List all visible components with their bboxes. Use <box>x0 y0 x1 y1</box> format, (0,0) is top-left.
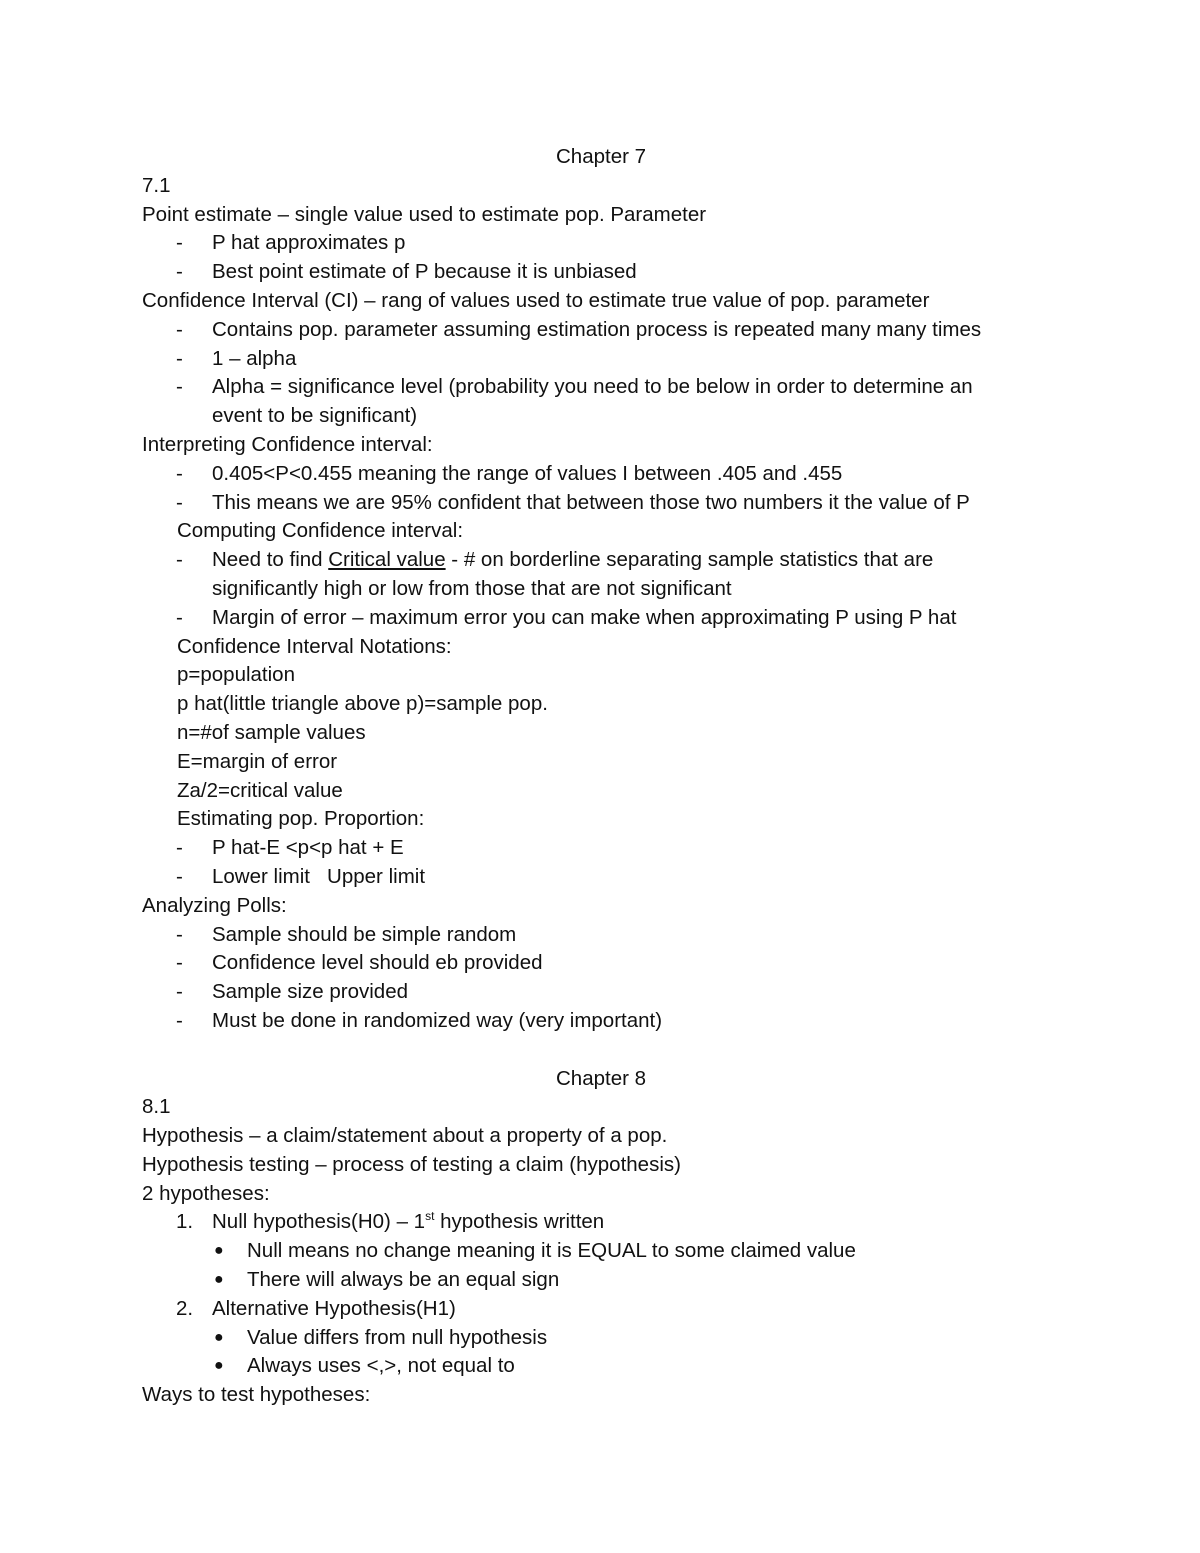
estimating-heading: Estimating pop. Proportion: <box>177 807 425 831</box>
bullet-item: ● There will always be an equal sign <box>142 1266 1042 1295</box>
point-estimate-definition: Point estimate – single value used to estimate pop. Parameter <box>142 202 707 226</box>
notation-line: Za/2=critical value <box>177 778 343 802</box>
ways-heading: Ways to test hypotheses: <box>142 1383 371 1407</box>
blank-line <box>142 1036 1042 1065</box>
document-body <box>142 143 1042 1410</box>
notation-line: n=#of sample values <box>177 720 366 744</box>
list-item: - Best point estimate of P because it is unbiased <box>142 258 1042 287</box>
dash-marker: - <box>176 951 183 975</box>
bullet-marker: ● <box>214 1357 224 1375</box>
list-item: - P hat approximates p <box>142 229 1042 258</box>
dash-marker: - <box>176 375 183 399</box>
number-marker: 1. <box>176 1210 194 1234</box>
bullet-marker: ● <box>214 1328 224 1346</box>
interpreting-heading: Interpreting Confidence interval: <box>142 432 433 456</box>
two-hypotheses-heading: 2 hypotheses: <box>142 1181 270 1205</box>
dash-marker: - <box>176 346 183 370</box>
list-item: - This means we are 95% confident that between those two numbers it the value of P <box>142 489 1042 518</box>
bullet-marker: ● <box>214 1242 224 1260</box>
dash-marker: - <box>176 1008 183 1032</box>
list-item: - Sample should be simple random <box>142 921 1042 950</box>
chapter-8-title: Chapter 8 <box>555 1066 647 1090</box>
list-item: - Must be done in randomized way (very important) <box>142 1007 1042 1036</box>
section-8-1: 8.1 <box>142 1095 171 1119</box>
bullet-item: ● Null means no change meaning it is EQUAL to some claimed value <box>142 1237 1042 1266</box>
list-item: - Sample size provided <box>142 978 1042 1007</box>
numbered-item: 2. Alternative Hypothesis(H1) <box>142 1295 1042 1324</box>
notations-heading: Confidence Interval Notations: <box>177 634 452 658</box>
dash-marker: - <box>176 317 183 341</box>
bullet-item: ● Always uses <,>, not equal to <box>142 1352 1042 1381</box>
dash-marker: - <box>176 922 183 946</box>
dash-marker: - <box>176 605 183 629</box>
dash-marker: - <box>176 548 183 572</box>
list-item: - Confidence level should eb provided <box>142 949 1042 978</box>
polls-heading: Analyzing Polls: <box>142 893 287 917</box>
list-item: - Alpha = significance level (probability you need to be below in order to determine an <box>142 373 1042 402</box>
dash-marker: - <box>176 836 183 860</box>
numbered-item: 1. Null hypothesis(H0) – 1st hypothesis written <box>142 1208 1042 1237</box>
dash-marker: - <box>176 231 183 255</box>
list-item: - Need to find Critical value - # on borderline separating sample statistics that are <box>142 546 1042 575</box>
list-item-continuation: event to be significant) <box>212 404 418 428</box>
hypothesis-definition: Hypothesis – a claim/statement about a property of a pop. <box>142 1124 668 1148</box>
list-item: - 0.405<P<0.455 meaning the range of values I between .405 and .455 <box>142 460 1042 489</box>
dash-marker: - <box>176 461 183 485</box>
chapter-7-title: Chapter 7 <box>555 145 647 168</box>
confidence-interval-definition: Confidence Interval (CI) – rang of values used to estimate true value of pop. parameter <box>142 288 930 312</box>
list-item-continuation: significantly high or low from those that are not significant <box>212 576 732 600</box>
computing-heading: Computing Confidence interval: <box>177 519 464 543</box>
list-item: - P hat-E <p<p hat + E <box>142 834 1042 863</box>
list-item: - Margin of error – maximum error you can make when approximating P using P hat <box>142 604 1042 633</box>
dash-marker: - <box>176 980 183 1004</box>
section-7-1: 7.1 <box>142 173 171 197</box>
number-marker: 2. <box>176 1296 194 1320</box>
dash-marker: - <box>176 490 183 514</box>
bullet-marker: ● <box>214 1271 224 1289</box>
critical-value-term: Critical value <box>328 548 446 572</box>
notation-line: p=population <box>177 663 295 687</box>
dash-marker: - <box>176 864 183 888</box>
notation-line: E=margin of error <box>177 749 338 773</box>
list-item: - Contains pop. parameter assuming estimation process is repeated many many times <box>142 316 1042 345</box>
list-item: - Lower limit Upper limit <box>142 863 1042 892</box>
dash-marker: - <box>176 260 183 284</box>
list-item: - 1 – alpha <box>142 345 1042 374</box>
bullet-item: ● Value differs from null hypothesis <box>142 1324 1042 1353</box>
notation-line: p hat(little triangle above p)=sample pop. <box>177 692 548 716</box>
hypothesis-testing-definition: Hypothesis testing – process of testing a claim (hypothesis) <box>142 1152 681 1176</box>
